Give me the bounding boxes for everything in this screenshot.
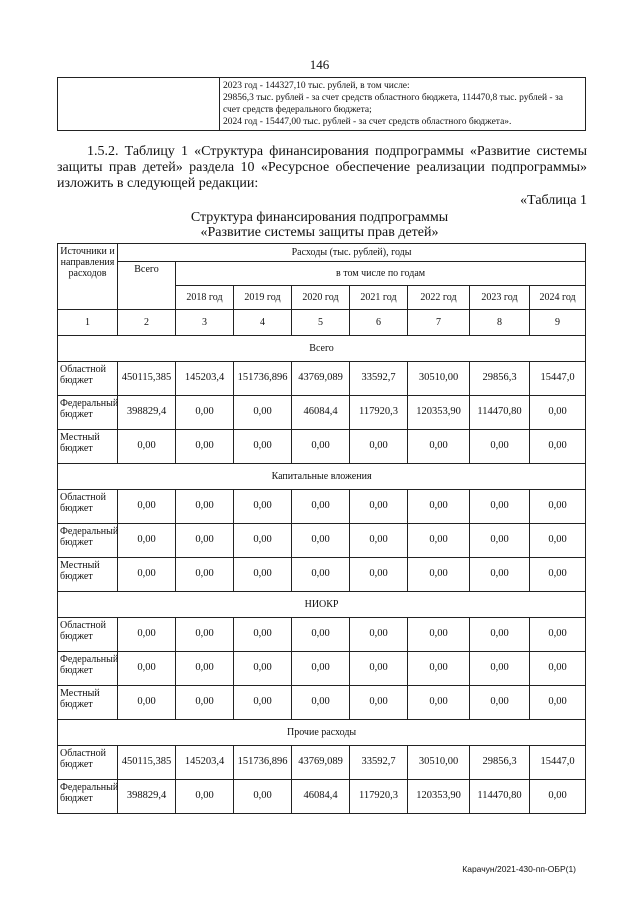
section-row — [58, 336, 586, 362]
row-value: 0,00 — [234, 618, 292, 652]
row-value: 0,00 — [118, 618, 176, 652]
row-value: 0,00 — [470, 430, 530, 464]
row-source: Федеральный бюджет — [58, 524, 118, 558]
row-value: 145203,4 — [176, 362, 234, 396]
section-title: Всего — [58, 336, 586, 362]
row-value: 0,00 — [176, 430, 234, 464]
row-value: 0,00 — [408, 618, 470, 652]
column-number: 5 — [292, 310, 350, 336]
row-value: 0,00 — [470, 618, 530, 652]
table-caption-line-2: «Развитие системы защиты прав детей» — [200, 225, 439, 240]
row-value: 43769,089 — [292, 746, 350, 780]
row-value: 0,00 — [176, 652, 234, 686]
row-value: 0,00 — [292, 618, 350, 652]
row-value: 0,00 — [176, 780, 234, 814]
row-value: 0,00 — [292, 652, 350, 686]
column-number: 3 — [176, 310, 234, 336]
continuation-table — [57, 77, 586, 131]
row-value: 0,00 — [470, 558, 530, 592]
row-value: 0,00 — [530, 558, 586, 592]
row-source: Местный бюджет — [58, 558, 118, 592]
column-number: 8 — [470, 310, 530, 336]
row-value: 0,00 — [118, 524, 176, 558]
header-sources: Источники и направления расходов — [58, 244, 118, 310]
row-value: 0,00 — [530, 686, 586, 720]
table-row — [58, 558, 586, 592]
row-value: 0,00 — [118, 686, 176, 720]
column-number: 4 — [234, 310, 292, 336]
table-caption-line-1: Структура финансирования подпрограммы — [190, 210, 449, 225]
section-title: Прочие расходы — [58, 720, 586, 746]
header-total: Всего — [118, 262, 176, 310]
header-year: 2018 год — [176, 286, 234, 310]
row-value: 0,00 — [234, 686, 292, 720]
continuation-line: 29856,3 тыс. рублей - за счет средств областного бюджета, 114470,8 тыс. рублей - за счет средств федерального бюджета; — [223, 93, 563, 115]
row-value: 0,00 — [234, 524, 292, 558]
row-source: Федеральный бюджет — [58, 396, 118, 430]
row-value: 15447,0 — [530, 362, 586, 396]
row-value: 398829,4 — [118, 780, 176, 814]
row-value: 33592,7 — [350, 362, 408, 396]
row-value: 0,00 — [350, 490, 408, 524]
table-row — [58, 362, 586, 396]
row-value: 0,00 — [176, 396, 234, 430]
amendment-paragraph — [57, 144, 587, 192]
row-value: 0,00 — [408, 558, 470, 592]
row-value: 30510,00 — [408, 362, 470, 396]
row-value: 0,00 — [292, 490, 350, 524]
header-expenses: Расходы (тыс. рублей), годы — [118, 244, 586, 262]
row-value: 0,00 — [530, 618, 586, 652]
table-row — [58, 396, 586, 430]
header-year: 2024 год — [530, 286, 586, 310]
continuation-line: 2024 год - 15447,00 тыс. рублей - за счет средств областного бюджета». — [223, 117, 512, 127]
row-value: 43769,089 — [292, 362, 350, 396]
row-value: 151736,896 — [234, 362, 292, 396]
row-value: 0,00 — [118, 490, 176, 524]
table-caption — [0, 210, 639, 240]
row-source: Местный бюджет — [58, 430, 118, 464]
row-value: 0,00 — [176, 618, 234, 652]
row-value: 29856,3 — [470, 362, 530, 396]
column-number: 1 — [58, 310, 118, 336]
row-value: 0,00 — [118, 430, 176, 464]
table-row — [58, 430, 586, 464]
row-value: 145203,4 — [176, 746, 234, 780]
row-value: 0,00 — [350, 524, 408, 558]
row-value: 0,00 — [234, 396, 292, 430]
table-row — [58, 780, 586, 814]
row-value: 151736,896 — [234, 746, 292, 780]
table-reference: «Таблица 1 — [520, 193, 587, 208]
column-number: 6 — [350, 310, 408, 336]
amendment-paragraph-text: 1.5.2. Таблицу 1 «Структура финансирования подпрограммы «Развитие системы защиты прав детей» раздела 10 «Ресурсное обеспечение реализации подпрограммы» изложить в следующей редакции: — [57, 144, 587, 191]
row-value: 0,00 — [292, 524, 350, 558]
row-value: 0,00 — [408, 686, 470, 720]
row-value: 114470,80 — [470, 396, 530, 430]
row-value: 0,00 — [292, 558, 350, 592]
row-value: 0,00 — [408, 652, 470, 686]
row-value: 0,00 — [234, 558, 292, 592]
row-value: 0,00 — [470, 490, 530, 524]
row-value: 0,00 — [234, 780, 292, 814]
row-source: Областной бюджет — [58, 490, 118, 524]
header-year: 2023 год — [470, 286, 530, 310]
row-value: 15447,0 — [530, 746, 586, 780]
header-year: 2019 год — [234, 286, 292, 310]
row-value: 0,00 — [176, 524, 234, 558]
header-year: 2022 год — [408, 286, 470, 310]
row-value: 0,00 — [530, 490, 586, 524]
table-row — [58, 686, 586, 720]
row-value: 0,00 — [234, 652, 292, 686]
row-value: 0,00 — [470, 652, 530, 686]
row-value: 46084,4 — [292, 780, 350, 814]
row-value: 0,00 — [530, 780, 586, 814]
row-value: 0,00 — [408, 430, 470, 464]
row-source: Местный бюджет — [58, 686, 118, 720]
row-value: 33592,7 — [350, 746, 408, 780]
row-source: Областной бюджет — [58, 746, 118, 780]
row-value: 117920,3 — [350, 780, 408, 814]
row-value: 29856,3 — [470, 746, 530, 780]
row-value: 0,00 — [470, 686, 530, 720]
header-year: 2021 год — [350, 286, 408, 310]
column-number: 7 — [408, 310, 470, 336]
row-value: 0,00 — [530, 430, 586, 464]
continuation-text-cell — [220, 78, 586, 131]
row-value: 30510,00 — [408, 746, 470, 780]
continuation-line: 2023 год - 144327,10 тыс. рублей, в том числе: — [223, 81, 410, 91]
row-value: 0,00 — [292, 686, 350, 720]
section-title: Капитальные вложения — [58, 464, 586, 490]
row-source: Федеральный бюджет — [58, 652, 118, 686]
table-row — [58, 490, 586, 524]
row-value: 0,00 — [176, 686, 234, 720]
row-value: 0,00 — [350, 430, 408, 464]
row-value: 0,00 — [234, 490, 292, 524]
row-source: Федеральный бюджет — [58, 780, 118, 814]
row-value: 0,00 — [176, 558, 234, 592]
row-value: 120353,90 — [408, 780, 470, 814]
continuation-empty-cell — [58, 78, 220, 131]
header-year: 2020 год — [292, 286, 350, 310]
row-value: 0,00 — [118, 558, 176, 592]
row-value: 0,00 — [292, 430, 350, 464]
row-value: 0,00 — [408, 524, 470, 558]
row-value: 0,00 — [530, 652, 586, 686]
row-value: 117920,3 — [350, 396, 408, 430]
row-value: 398829,4 — [118, 396, 176, 430]
column-number: 2 — [118, 310, 176, 336]
row-value: 0,00 — [350, 652, 408, 686]
table-row — [58, 618, 586, 652]
row-value: 114470,80 — [470, 780, 530, 814]
financing-table — [57, 243, 586, 814]
row-value: 450115,385 — [118, 362, 176, 396]
section-row — [58, 720, 586, 746]
row-value: 0,00 — [470, 524, 530, 558]
row-value: 0,00 — [350, 618, 408, 652]
section-row — [58, 592, 586, 618]
section-row — [58, 464, 586, 490]
column-number: 9 — [530, 310, 586, 336]
row-value: 0,00 — [530, 524, 586, 558]
row-value: 0,00 — [118, 652, 176, 686]
row-value: 450115,385 — [118, 746, 176, 780]
row-value: 0,00 — [234, 430, 292, 464]
row-value: 0,00 — [530, 396, 586, 430]
row-source: Областной бюджет — [58, 362, 118, 396]
table-row — [58, 746, 586, 780]
row-value: 0,00 — [350, 686, 408, 720]
row-value: 46084,4 — [292, 396, 350, 430]
document-footer: Карачун/2021-430-пп-ОБР(1) — [462, 864, 576, 874]
row-value: 0,00 — [350, 558, 408, 592]
table-row — [58, 524, 586, 558]
row-value: 0,00 — [176, 490, 234, 524]
header-by-years: в том числе по годам — [176, 262, 586, 286]
row-source: Областной бюджет — [58, 618, 118, 652]
table-row — [58, 652, 586, 686]
page-number: 146 — [309, 57, 330, 72]
row-value: 120353,90 — [408, 396, 470, 430]
section-title: НИОКР — [58, 592, 586, 618]
row-value: 0,00 — [408, 490, 470, 524]
